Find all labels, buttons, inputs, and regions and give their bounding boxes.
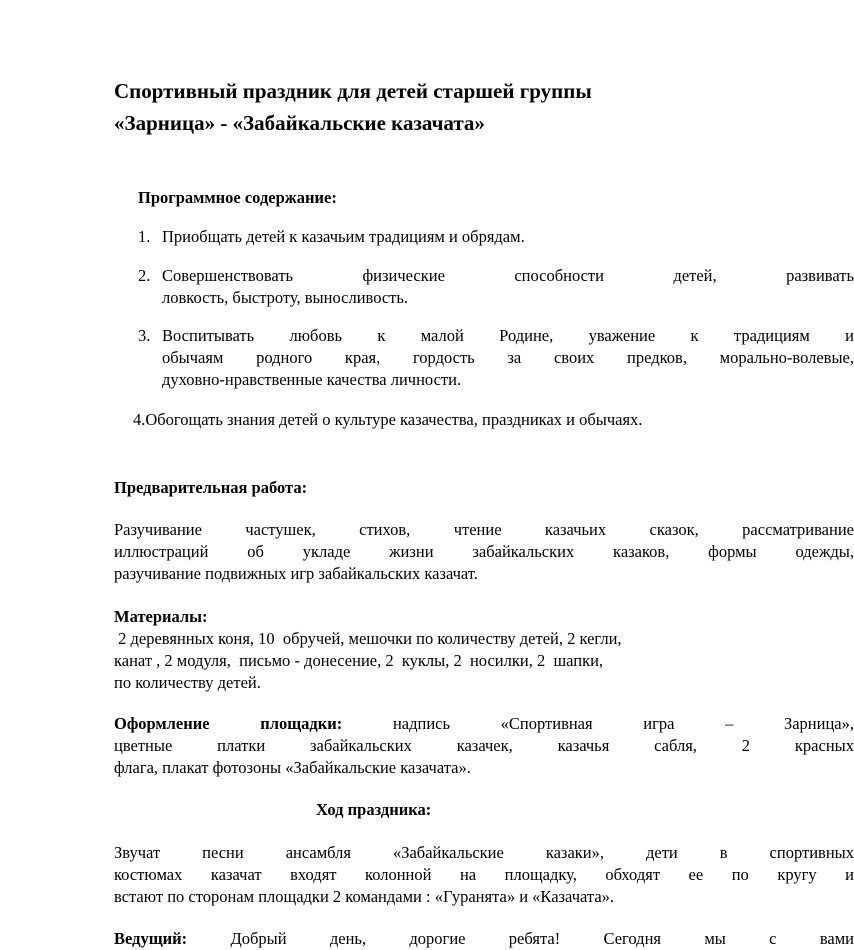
decor-line-1-text: надпись «Спортивная игра – Зарница»,	[342, 714, 854, 733]
prep-line-1: Разучивание частушек, стихов, чтение казачьих сказок, рассматривание	[114, 520, 854, 539]
materials-line-2: канат , 2 модуля, письмо - донесение, 2 куклы, 2 носилки, 2 шапки,	[114, 651, 604, 670]
program-heading: Программное содержание:	[138, 188, 337, 207]
program-item-2-number: 2.	[138, 266, 151, 285]
materials-heading: Материалы:	[114, 607, 208, 626]
document-title-line-2: «Зарница» - «Забайкальские казачата»	[114, 111, 485, 135]
host-label: Ведущий:	[114, 929, 188, 948]
course-heading: Ход праздника:	[316, 800, 432, 819]
materials-line-3: по количеству детей.	[114, 673, 261, 692]
course-line-3: встают по сторонам площадки 2 командами : «Гуранята» и «Казачата».	[114, 887, 615, 906]
course-line-1: Звучат песни ансамбля «Забайкальские казаки», дети в спортивных	[114, 843, 854, 862]
program-item-3-line-1: Воспитывать любовь к малой Родине, уважение к традициям и	[162, 326, 854, 345]
program-item-2-line-2: ловкость, быстроту, выносливость.	[162, 288, 409, 307]
decor-line-2: цветные платки забайкальских казачек, казачья сабля, 2 красных	[114, 736, 854, 755]
materials-line-1: 2 деревянных коня, 10 обручей, мешочки по количеству детей, 2 кегли,	[114, 629, 622, 648]
host-line-1-text: Добрый день, дорогие ребята! Сегодня мы с вами	[187, 929, 854, 948]
prep-line-3: разучивание подвижных игр забайкальских казачат.	[114, 564, 478, 583]
program-item-3-line-3: духовно-нравственные качества личности.	[162, 370, 462, 389]
prep-heading: Предварительная работа:	[114, 478, 308, 497]
program-item-3-line-2: обычаям родного края, гордость за своих предков, морально-волевые,	[162, 348, 854, 367]
program-item-3-number: 3.	[138, 326, 151, 345]
program-item-1-number: 1.	[138, 227, 151, 246]
program-item-4-text: 4.Обогощать знания детей о культуре казачества, праздниках и обычаях.	[133, 410, 643, 429]
decor-line-1	[114, 713, 854, 735]
host-line-1	[114, 928, 854, 950]
program-item-2-line-1: Совершенствовать физические способности детей, развивать	[162, 266, 854, 285]
decor-line-3: флага, плакат фотозоны «Забайкальские казачата».	[114, 758, 471, 777]
prep-line-2: иллюстраций об укладе жизни забайкальских казаков, формы одежды,	[114, 542, 854, 561]
document-title-line-1: Спортивный праздник для детей старшей группы	[114, 79, 592, 103]
program-item-1-text: Приобщать детей к казачьим традициям и обрядам.	[162, 227, 525, 246]
decor-heading: Оформление площадки:	[114, 714, 343, 733]
course-line-2: костюмах казачат входят колонной на площадку, обходят ее по кругу и	[114, 865, 854, 884]
